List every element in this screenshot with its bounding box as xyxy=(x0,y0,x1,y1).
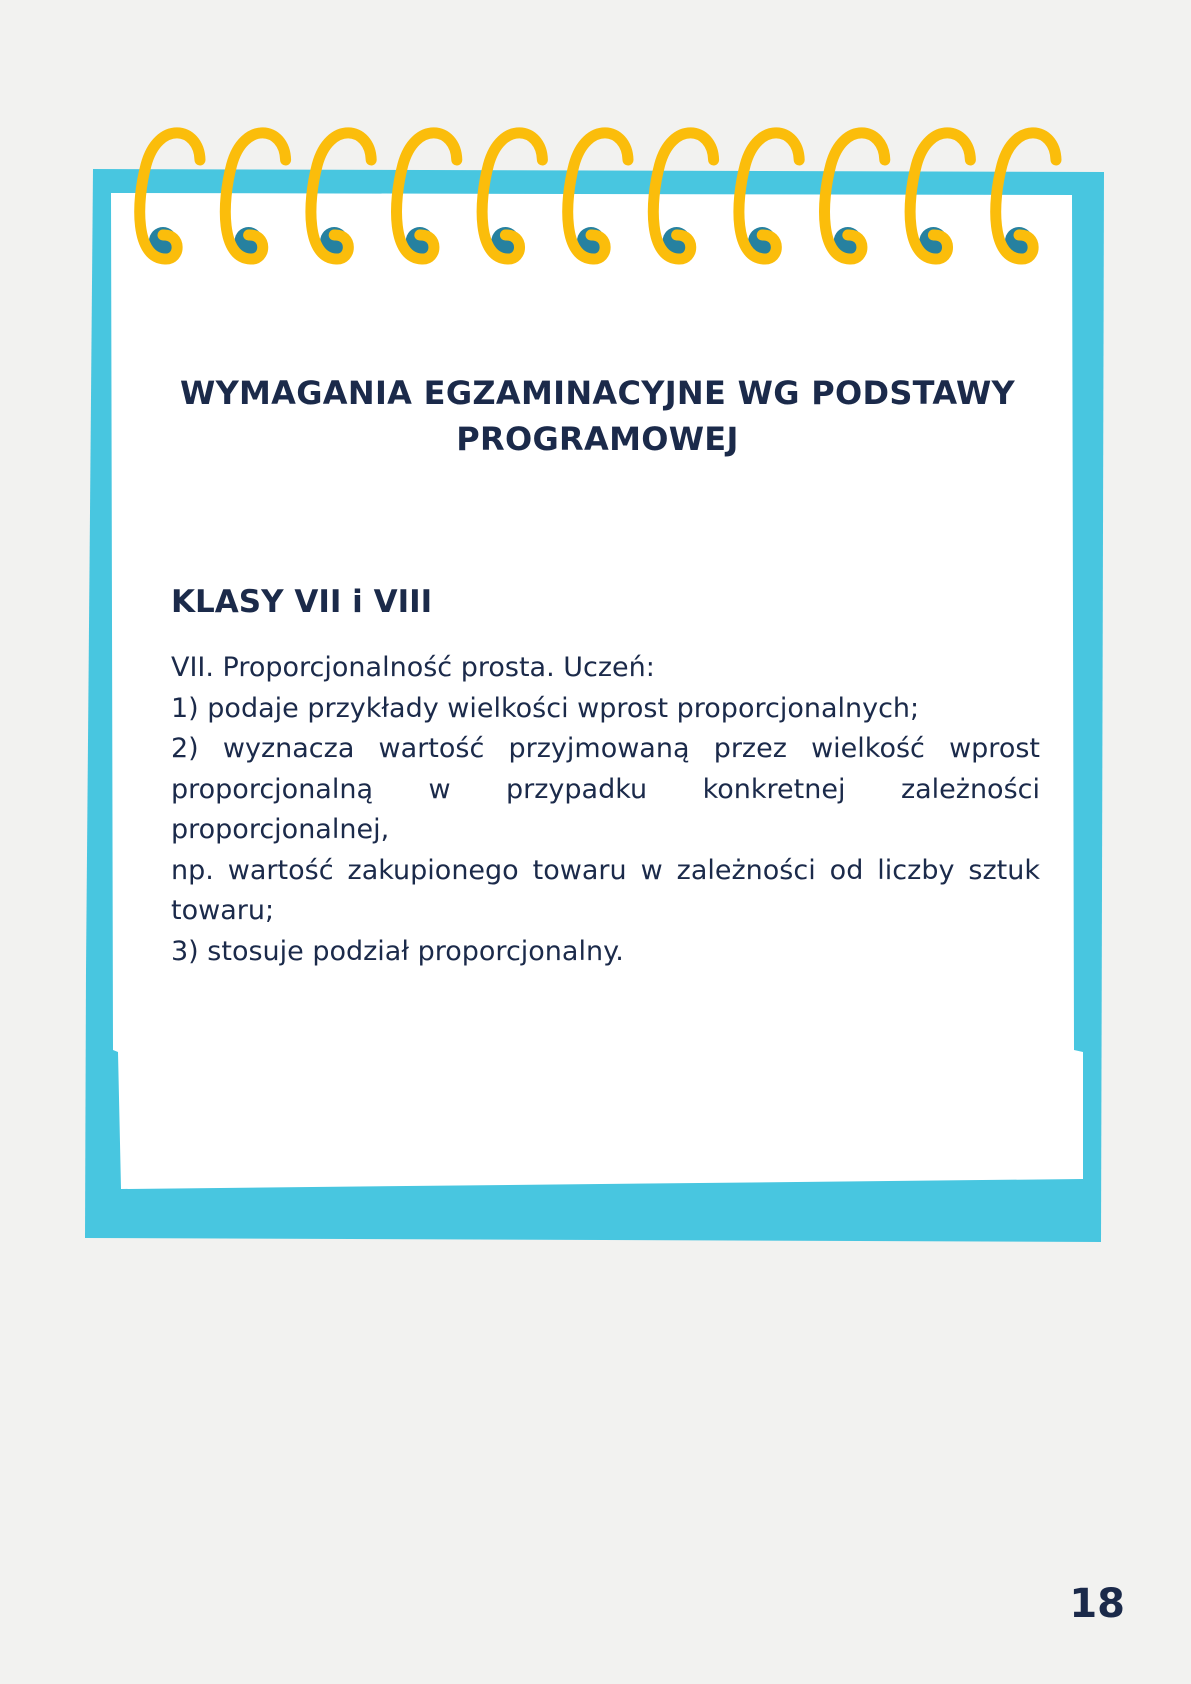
binding-coil xyxy=(311,133,371,259)
requirement-intro: VII. Proporcjonalność prosta. Uczeń: xyxy=(171,652,655,683)
binding-coil xyxy=(739,133,799,259)
binding-coil xyxy=(825,133,885,259)
binding-coil xyxy=(653,133,713,259)
binding-ring xyxy=(825,133,885,259)
binding-coil xyxy=(996,133,1056,259)
page-title: WYMAGANIA EGZAMINACYJNE WG PODSTAWY PROGRAMOWEJ xyxy=(179,374,1016,458)
binding-ring xyxy=(397,133,457,259)
requirement-item-3: 3) stosuje podział proporcjonalny. xyxy=(171,935,624,967)
page-number: 18 xyxy=(1069,1581,1125,1627)
binding-ring xyxy=(996,133,1056,259)
binding-ring xyxy=(140,133,200,259)
binding-ring xyxy=(910,133,970,259)
binding-ring xyxy=(568,133,628,259)
binding-coil xyxy=(568,133,628,259)
binding-ring xyxy=(739,133,799,259)
binding-ring xyxy=(225,133,285,259)
binding-coil xyxy=(225,133,285,259)
binding-coil xyxy=(910,133,970,259)
requirement-item-1: 1) podaje przykłady wielkości wprost proporcjonalnych; xyxy=(171,692,920,724)
section-heading: KLASY VII i VIII xyxy=(171,584,433,620)
requirements-text xyxy=(171,648,1040,972)
binding-coil xyxy=(397,133,457,259)
binding-coil xyxy=(482,133,542,259)
binding-coil xyxy=(140,133,200,259)
requirement-item-2-example: np. wartość zakupionego towaru w zależności od liczby sztuk towaru; xyxy=(171,854,1040,926)
requirement-item-2: 2) wyznacza wartość przyjmowaną przez wielkość wprost proporcjonalną w przypadku konkretnej zależności proporcjonalnej, xyxy=(171,733,1040,845)
binding-ring xyxy=(653,133,713,259)
binding-ring xyxy=(311,133,371,259)
binding-ring xyxy=(482,133,542,259)
spiral-binding xyxy=(0,0,1191,300)
